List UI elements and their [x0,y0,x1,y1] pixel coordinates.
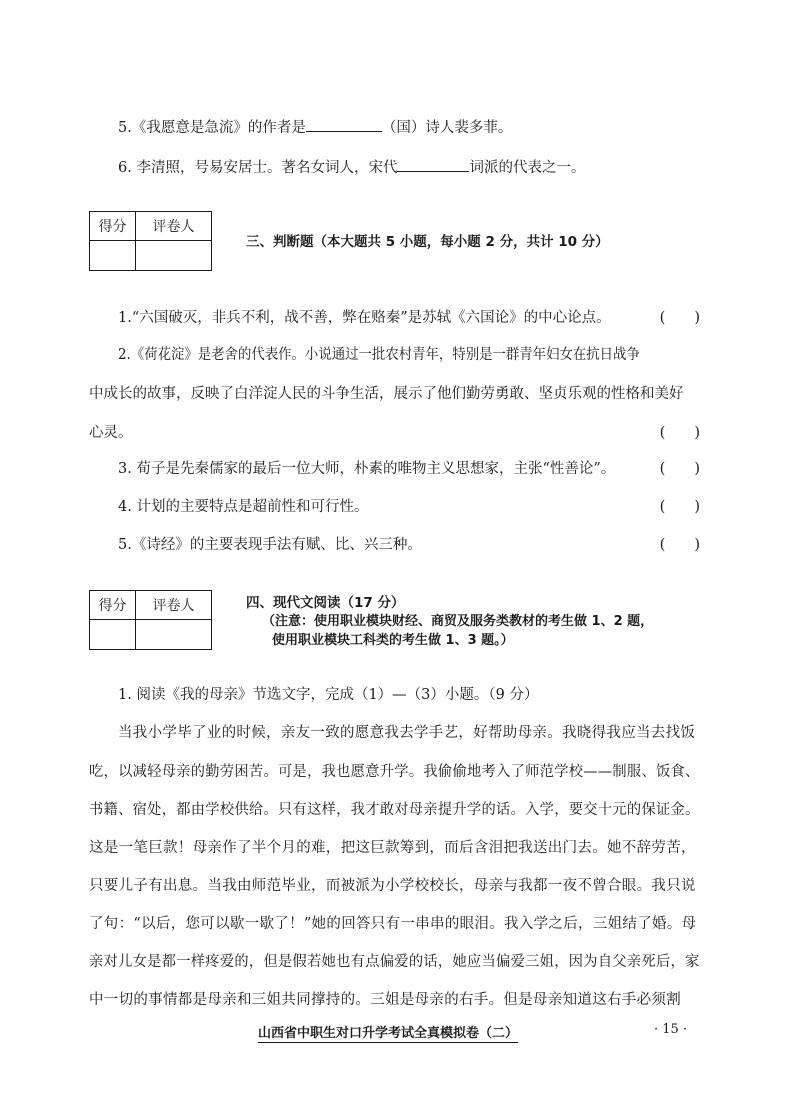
answer-parentheses[interactable]: ( ) [659,537,700,553]
answer-parentheses[interactable]: ( ) [659,499,700,515]
judge-question-4: 4. 计划的主要特点是超前性和可行性。 [118,499,369,515]
answer-parentheses[interactable]: ( ) [659,425,700,441]
answer-parentheses[interactable]: ( ) [659,461,700,477]
judge-question-1: 1.“六国破灭，非兵不利，战不善，弊在赂秦”是苏轼《六国论》的中心论点。 [118,310,611,326]
section-4-title: 四、现代文阅读（17 分） [246,595,405,611]
passage-line: 当我小学毕了业的时候，亲友一致的愿意我去学手艺，好帮助母亲。我晓得我应当去找饭 [118,725,696,741]
score-box [89,590,212,650]
fill-question-5: 5.《我愿意是急流》的作者是 （国）诗人裴多菲。 [118,117,512,138]
judge-question-2-line: 心灵。 [89,425,133,441]
judge-question-2-line: 2.《荷花淀》是老舍的代表作。小说通过一批农村青年，特别是一群青年妇女在抗日战争 [118,347,640,363]
answer-blank[interactable] [306,117,382,132]
passage-line: 中一切的事情都是母亲和三姐共同撑持的。三姐是母亲的右手。但是母亲知道这右手必须割 [89,992,681,1008]
section-4-note-line: 使用职业模块工科类的考生做 1、3 题。） [272,633,514,648]
grader-cell[interactable] [136,241,212,271]
judge-question-5: 5.《诗经》的主要表现手法有赋、比、兴三种。 [118,537,422,553]
passage-line: 书籍、宿处，都由学校供给。只有这样，我才敢对母亲提升学的话。入学，要交十元的保证金。 [89,802,700,818]
fill-question-6: 6. 李清照，号易安居士。著名女词人，宋代 词派的代表之一。 [118,157,585,178]
score-label: 得分 [90,212,136,241]
passage-line: 只要儿子有出息。当我由师范毕业，而被派为小学校校长，母亲与我都一夜不曾合眼。我只说 [89,878,696,894]
score-cell[interactable] [90,620,136,650]
grader-label: 评卷人 [136,591,212,620]
grader-label: 评卷人 [136,212,212,241]
judge-question-2-line: 中成长的故事，反映了白洋淀人民的斗争生活，展示了他们勤劳勇敢、坚贞乐观的性格和美好 [89,386,684,402]
passage-line: 亲对儿女是都一样疼爱的，但是假若她也有点偏爱的话，她应当偏爱三姐，因为自父亲死后，家 [89,954,700,970]
score-box [89,211,212,271]
answer-blank[interactable] [397,157,469,172]
answer-parentheses[interactable]: ( ) [659,310,700,326]
judge-question-3: 3. 荀子是先秦儒家的最后一位大师，朴素的唯物主义思想家，主张“性善论”。 [118,461,616,477]
page-number: · 15 · [654,1022,688,1037]
section-3-title: 三、判断题（本大题共 5 小题，每小题 2 分，共计 10 分） [246,234,609,250]
passage-line: 吃，以减轻母亲的勤劳困苦。可是，我也愿意升学。我偷偷地考入了师范学校——制服、饭食、 [89,764,700,780]
passage-line: 这是一笔巨款！母亲作了半个月的难，把这巨款筹到，而后含泪把我送出门去。她不辞劳苦， [89,840,696,856]
grader-cell[interactable] [136,620,212,650]
section-4-note-line: （注意：使用职业模块财经、商贸及服务类教材的考生做 1、2 题， [262,614,654,629]
footer-title: 山西省中职生对口升学考试全真模拟卷（二） [258,1022,518,1043]
score-label: 得分 [90,591,136,620]
score-cell[interactable] [90,241,136,271]
reading-question-intro: 1. 阅读《我的母亲》节选文字，完成（1）—（3）小题。（9 分） [118,687,539,703]
passage-line: 了句：“以后，您可以歇一歇了！”她的回答只有一串串的眼泪。我入学之后，三姐结了婚。母 [89,916,697,932]
